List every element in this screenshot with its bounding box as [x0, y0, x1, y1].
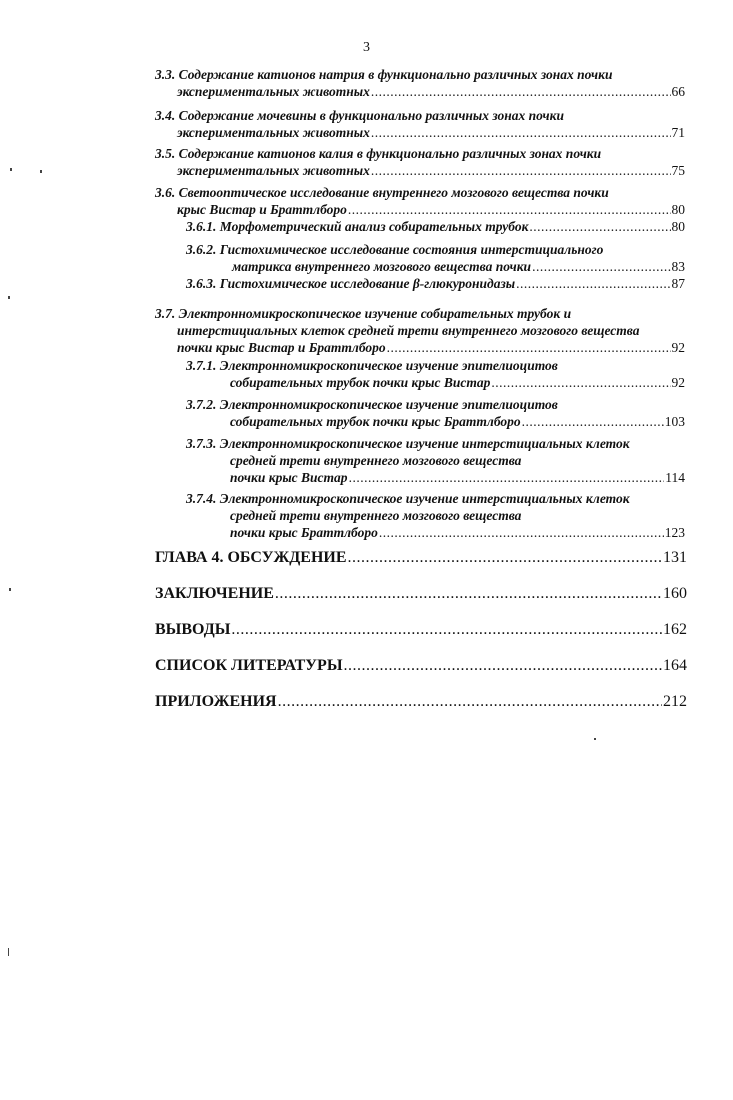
toc-entry-text: экспериментальных животных — [177, 163, 370, 178]
toc-entry-text: средней трети внутреннего мозгового вещества — [230, 508, 522, 523]
page-number: 3 — [363, 40, 370, 55]
toc-page-number: 103 — [664, 414, 685, 429]
dot-leader — [529, 218, 670, 235]
dot-leader — [348, 201, 671, 218]
toc-entry-text: 3.6. Светооптическое исследование внутреннего мозгового вещества почки — [155, 185, 609, 200]
toc-page-number: 114 — [665, 470, 685, 485]
toc-entry-text: ГЛАВА 4. ОБСУЖДЕНИЕ — [155, 549, 347, 566]
dot-leader — [532, 258, 670, 275]
toc-page-number: 212 — [663, 693, 687, 710]
toc-entry-3-6-1 — [186, 218, 685, 235]
dot-leader — [379, 524, 664, 541]
toc-entry-text: крыс Вистар и Браттлборо — [177, 202, 347, 217]
dot-leader — [491, 374, 670, 391]
dot-leader — [516, 275, 670, 292]
toc-page-number: 80 — [671, 202, 685, 217]
toc-entry-3-6-3 — [186, 275, 685, 292]
toc-entry-text: 3.3. Содержание катионов натрия в функционально различных зонах почки — [155, 67, 613, 82]
toc-entry-conclusion — [155, 584, 687, 604]
toc-entry-text: 3.7.4. Электронномикроскопическое изучение интерстициальных клеток — [186, 491, 630, 506]
toc-entry-text: экспериментальных животных — [177, 84, 370, 99]
toc-page-number: 92 — [671, 375, 685, 390]
scan-speck — [40, 170, 42, 173]
toc-entry-text: 3.7.1. Электронномикроскопическое изучение эпителиоцитов — [186, 358, 558, 373]
toc-page-number: 80 — [671, 219, 685, 234]
toc-page-number: 71 — [671, 125, 685, 140]
toc-page-number: 131 — [663, 549, 687, 566]
toc-entry-3-6 — [155, 184, 685, 218]
scan-speck — [9, 588, 11, 591]
scan-speck — [594, 738, 596, 740]
toc-entry-3-7-2 — [186, 396, 685, 430]
toc-entry-chapter-4 — [155, 548, 687, 568]
scan-speck — [10, 168, 12, 171]
toc-page-number: 75 — [671, 163, 685, 178]
dot-leader — [371, 162, 671, 179]
toc-page-number: 164 — [663, 657, 687, 674]
toc-entry-3-7-3 — [186, 435, 685, 486]
toc-entry-text: 3.7.2. Электронномикроскопическое изучение эпителиоцитов — [186, 397, 558, 412]
scan-speck — [8, 948, 9, 956]
toc-page-number: 66 — [671, 84, 685, 99]
toc-entry-text: 3.5. Содержание катионов калия в функционально различных зонах почки — [155, 146, 602, 161]
toc-entry-text: 3.7. Электронномикроскопическое изучение собирательных трубок и — [155, 306, 572, 321]
dot-leader — [348, 548, 662, 568]
dot-leader — [278, 692, 662, 712]
scan-speck — [8, 296, 10, 299]
toc-entry-text: ВЫВОДЫ — [155, 621, 231, 638]
toc-entry-text: средней трети внутреннего мозгового вещества — [230, 453, 522, 468]
toc-entry-text: 3.7.3. Электронномикроскопическое изучение интерстициальных клеток — [186, 436, 630, 451]
toc-entry-3-6-2 — [186, 241, 685, 275]
dot-leader — [371, 124, 671, 141]
toc-entry-3-7-4 — [186, 490, 685, 541]
toc-entry-text: ЗАКЛЮЧЕНИЕ — [155, 585, 274, 602]
dot-leader — [371, 83, 671, 100]
toc-entry-3-5 — [155, 145, 685, 179]
toc-entry-3-3 — [155, 66, 685, 100]
toc-entry-references — [155, 656, 687, 676]
toc-page-number: 162 — [663, 621, 687, 638]
toc-entry-text: СПИСОК ЛИТЕРАТУРЫ — [155, 657, 343, 674]
toc-page-number: 123 — [664, 525, 685, 540]
toc-entry-text: почки крыс Браттлборо — [230, 525, 378, 540]
toc-entry-text: почки крыс Вистар — [230, 470, 348, 485]
toc-entry-text: 3.6.3. Гистохимическое исследование β-глюкуронидазы — [186, 276, 516, 291]
toc-entry-findings — [155, 620, 687, 640]
toc-entry-text: 3.6.2. Гистохимическое исследование состояния интерстициального — [186, 242, 604, 257]
dot-leader — [344, 656, 662, 676]
toc-page-number: 87 — [671, 276, 685, 291]
dot-leader — [275, 584, 662, 604]
dot-leader — [349, 469, 665, 486]
dot-leader — [522, 413, 664, 430]
toc-page-number: 83 — [671, 259, 685, 274]
toc-entry-3-4 — [155, 107, 685, 141]
toc-entry-text: матрикса внутреннего мозгового вещества почки — [232, 259, 532, 274]
toc-entry-text: интерстициальных клеток средней трети внутреннего мозгового вещества — [177, 323, 640, 338]
toc-entry-appendices — [155, 692, 687, 712]
toc-entry-text: экспериментальных животных — [177, 125, 370, 140]
toc-entry-text: 3.4. Содержание мочевины в функционально различных зонах почки — [155, 108, 564, 123]
toc-entry-text: собирательных трубок почки крыс Браттлборо — [230, 414, 521, 429]
toc-entry-text: ПРИЛОЖЕНИЯ — [155, 693, 277, 710]
toc-entry-text: 3.6.1. Морфометрический анализ собирательных трубок — [186, 219, 529, 234]
dot-leader — [231, 620, 662, 640]
toc-entry-text: почки крыс Вистар и Браттлборо — [177, 340, 386, 355]
toc-page-number: 92 — [671, 340, 685, 355]
toc-entry-3-7 — [155, 305, 685, 356]
dot-leader — [387, 339, 671, 356]
toc-page-number: 160 — [663, 585, 687, 602]
toc-entry-text: собирательных трубок почки крыс Вистар — [230, 375, 491, 390]
toc-entry-3-7-1 — [186, 357, 685, 391]
